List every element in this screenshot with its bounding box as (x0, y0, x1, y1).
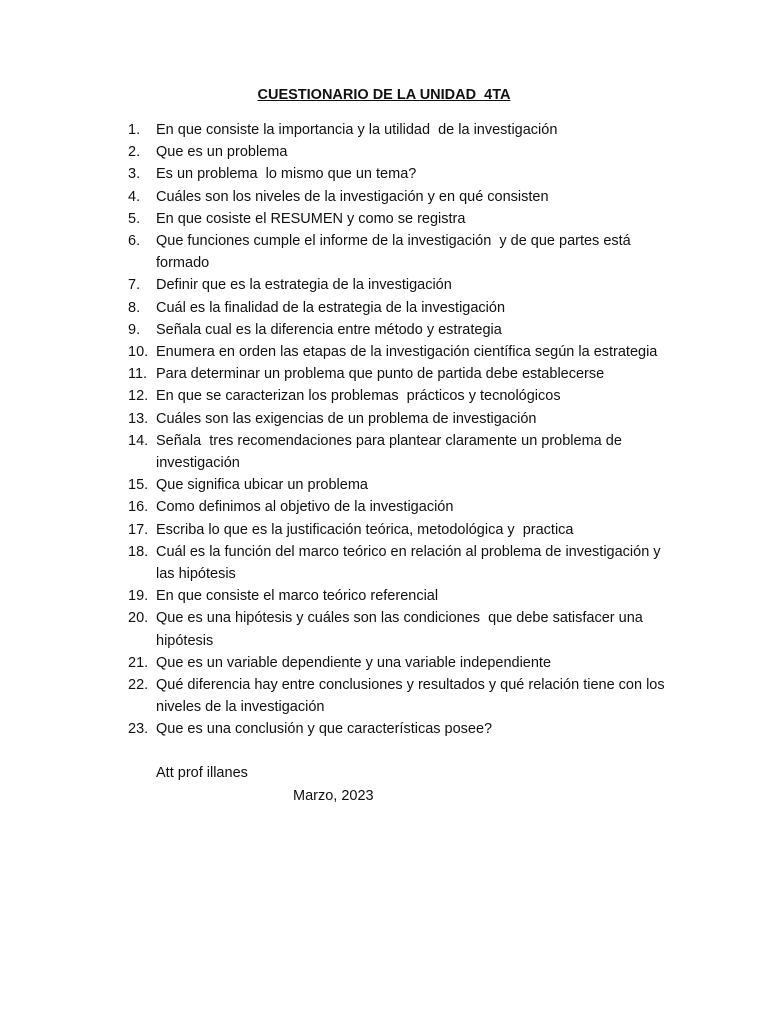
question-text: Escriba lo que es la justificación teórica, metodológica y practica (156, 521, 574, 538)
document-title: CUESTIONARIO DE LA UNIDAD 4TA (257, 87, 511, 103)
question-item (128, 541, 668, 585)
question-text: Cuáles son las exigencias de un problema de investigación (156, 410, 537, 427)
question-text: En que consiste el marco teórico referencial (156, 588, 439, 605)
question-item (128, 652, 668, 674)
question-text: Enumera en orden las etapas de la investigación científica según la estrategia (156, 344, 658, 361)
question-item (128, 718, 668, 740)
question-item (128, 496, 668, 518)
question-number: 18. (128, 543, 149, 560)
question-number: 11. (128, 366, 148, 383)
question-item (128, 385, 668, 407)
question-item (128, 274, 668, 296)
question-text: En que consiste la importancia y la utilidad de la investigación (156, 122, 558, 138)
question-item (128, 519, 668, 541)
question-number: 9. (128, 321, 141, 338)
question-number: 16. (128, 499, 149, 516)
question-number: 2. (128, 144, 141, 161)
question-text: Señala tres recomendaciones para plantear claramente un problema de investigación (156, 432, 626, 472)
question-item (128, 163, 668, 185)
question-item (128, 585, 668, 607)
question-number: 7. (128, 277, 141, 294)
question-item (128, 230, 668, 274)
question-number: 8. (128, 299, 141, 316)
question-text: Que funciones cumple el informe de la investigación y de que partes está formado (156, 233, 635, 272)
question-text: Que es una conclusión y que características posee? (156, 721, 493, 738)
question-text: Que es un problema (156, 144, 288, 161)
question-number: 22. (128, 677, 149, 694)
question-number: 19. (128, 588, 149, 605)
question-number: 4. (128, 188, 141, 205)
question-number: 12. (128, 388, 149, 405)
question-text: Para determinar un problema que punto de partida debe establecerse (156, 366, 605, 383)
question-number: 23. (128, 721, 149, 738)
question-text: Definir que es la estrategia de la investigación (156, 277, 452, 294)
question-item (128, 141, 668, 163)
question-number: 3. (128, 166, 141, 183)
question-item (128, 119, 668, 141)
document-date: Marzo, 2023 (293, 788, 374, 804)
signature: Att prof illanes (156, 765, 248, 781)
question-item (128, 474, 668, 496)
question-item (128, 674, 668, 718)
question-item (128, 186, 668, 208)
question-text: Qué diferencia hay entre conclusiones y resultados y qué relación tiene con los niveles de la investigación (156, 677, 669, 716)
question-item (128, 208, 668, 230)
question-number: 17. (128, 521, 149, 538)
question-text: En que cosiste el RESUMEN y como se registra (156, 210, 466, 227)
question-text: Cuáles son los niveles de la investigación y en qué consisten (156, 188, 549, 205)
question-item (128, 607, 668, 651)
question-item (128, 297, 668, 319)
question-number: 21. (128, 654, 149, 671)
question-text: Como definimos al objetivo de la investigación (156, 499, 454, 516)
question-number: 5. (128, 210, 141, 227)
question-text: Que es una hipótesis y cuáles son las condiciones que debe satisfacer una hipótesis (156, 610, 647, 649)
question-item (128, 430, 668, 474)
question-list (128, 119, 668, 741)
question-text: Que significa ubicar un problema (156, 477, 368, 494)
question-text: Cuál es la finalidad de la estrategia de la investigación (156, 299, 506, 316)
question-number: 14. (128, 432, 149, 449)
question-number: 15. (128, 477, 149, 494)
question-item (128, 341, 668, 363)
question-item (128, 408, 668, 430)
question-number: 1. (128, 122, 141, 138)
question-text: En que se caracterizan los problemas prácticos y tecnológicos (156, 388, 561, 405)
question-number: 20. (128, 610, 149, 627)
question-number: 13. (128, 410, 149, 427)
question-item (128, 363, 668, 385)
question-text: Que es un variable dependiente y una variable independiente (156, 654, 552, 671)
question-text: Es un problema lo mismo que un tema? (156, 166, 417, 183)
question-number: 6. (128, 233, 141, 250)
question-text: Cuál es la función del marco teórico en relación al problema de investigación y las hipótesis (156, 543, 665, 583)
question-item (128, 319, 668, 341)
question-number: 10. (128, 344, 149, 361)
question-text: Señala cual es la diferencia entre método y estrategia (156, 321, 502, 338)
